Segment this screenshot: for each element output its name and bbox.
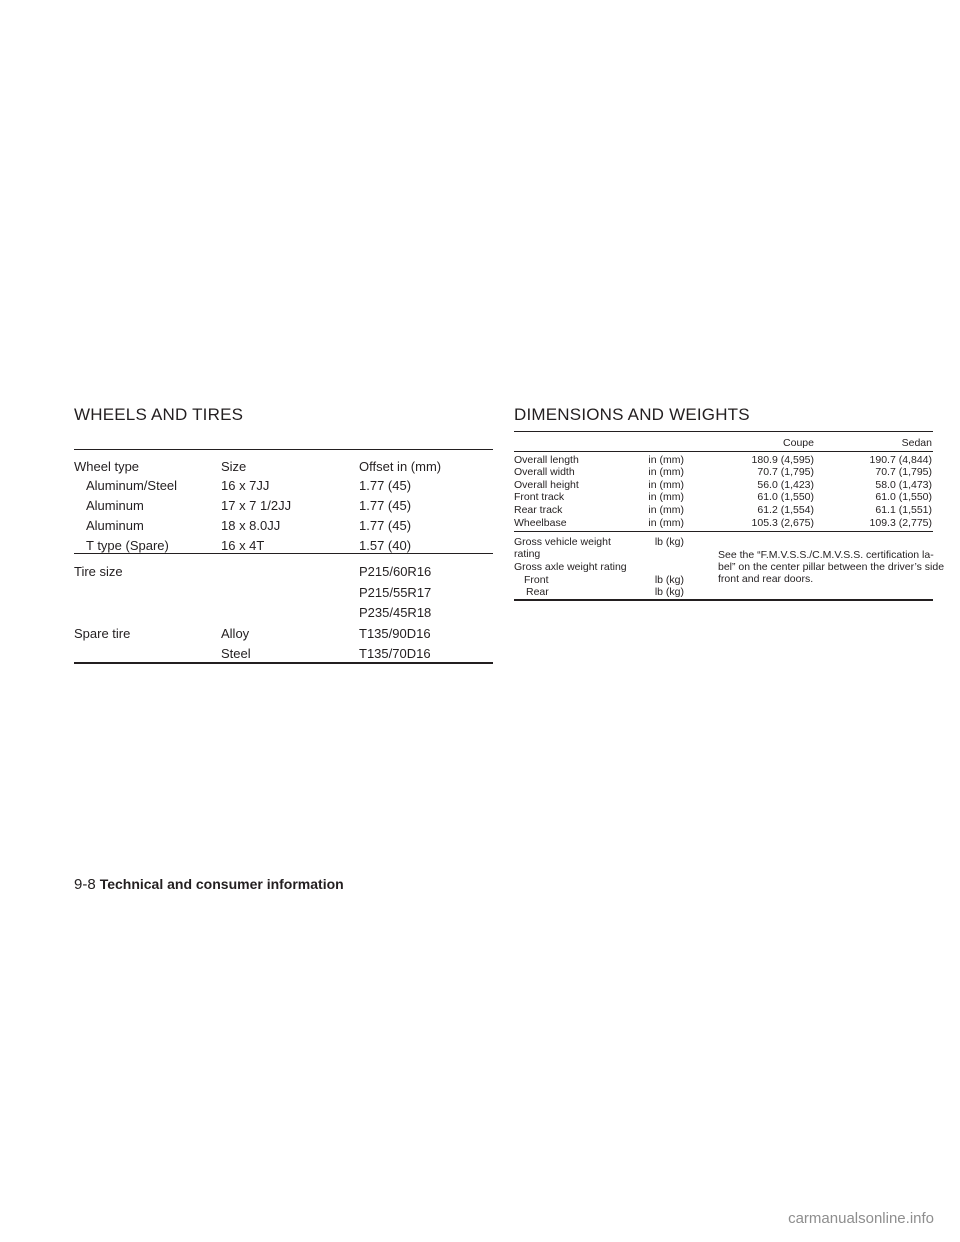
dimension-coupe: 180.9 (4,595) bbox=[751, 454, 814, 466]
spare-size-cell: T135/70D16 bbox=[359, 646, 431, 661]
wheel-type-cell: Aluminum/Steel bbox=[86, 478, 178, 493]
wheel-type-cell: Aluminum bbox=[86, 498, 144, 513]
header-sedan: Sedan bbox=[901, 437, 932, 449]
dimension-coupe: 61.0 (1,550) bbox=[757, 491, 814, 503]
page-footer bbox=[74, 876, 344, 894]
gvwr-label-cont: rating bbox=[514, 548, 541, 560]
front-axle-unit: lb (kg) bbox=[654, 574, 684, 586]
wheels-mid-rule bbox=[74, 553, 493, 554]
dimension-label: Rear track bbox=[514, 504, 563, 516]
dimension-coupe: 61.2 (1,554) bbox=[757, 504, 814, 516]
dimension-unit: in (mm) bbox=[648, 479, 684, 491]
gvwr-unit: lb (kg) bbox=[654, 536, 684, 548]
header-coupe: Coupe bbox=[783, 437, 814, 449]
header-offset: Offset in (mm) bbox=[359, 459, 442, 474]
dimension-label: Front track bbox=[514, 491, 565, 503]
dimension-unit: in (mm) bbox=[648, 504, 684, 516]
tire-size-label: Tire size bbox=[74, 564, 123, 579]
rear-axle-label: Rear bbox=[526, 586, 549, 598]
dimension-unit: in (mm) bbox=[648, 517, 684, 529]
dimension-label: Wheelbase bbox=[514, 517, 567, 529]
dimensions-mid-rule bbox=[514, 531, 933, 532]
dimension-sedan: 190.7 (4,844) bbox=[869, 454, 932, 466]
note-line: See the “F.M.V.S.S./C.M.V.S.S. certification la- bbox=[718, 549, 934, 561]
dimension-unit: in (mm) bbox=[648, 466, 684, 478]
gvwr-label: Gross vehicle weight bbox=[514, 536, 611, 548]
wheel-size-cell: 16 x 7JJ bbox=[221, 478, 270, 493]
dimension-unit: in (mm) bbox=[648, 491, 684, 503]
spare-kind-cell: Alloy bbox=[221, 626, 250, 641]
dimension-label: Overall width bbox=[514, 466, 575, 478]
wheel-offset-cell: 1.77 (45) bbox=[359, 478, 412, 493]
dimension-label: Overall height bbox=[514, 479, 579, 491]
spare-tire-label: Spare tire bbox=[74, 626, 131, 641]
header-size: Size bbox=[221, 459, 247, 474]
spare-kind-cell: Steel bbox=[221, 646, 251, 661]
dimension-unit: in (mm) bbox=[648, 454, 684, 466]
wheel-size-cell: 16 x 4T bbox=[221, 538, 265, 553]
dimension-sedan: 61.1 (1,551) bbox=[875, 504, 932, 516]
dimension-coupe: 56.0 (1,423) bbox=[757, 479, 814, 491]
wheels-bottom-rule bbox=[74, 662, 493, 664]
section-title: Technical and consumer information bbox=[99, 876, 344, 892]
wheel-type-cell: Aluminum bbox=[86, 518, 144, 533]
dimension-sedan: 109.3 (2,775) bbox=[869, 517, 932, 529]
tire-size-cell: P235/45R18 bbox=[359, 605, 432, 620]
spare-size-cell: T135/90D16 bbox=[359, 626, 431, 641]
tire-size-cell: P215/60R16 bbox=[359, 564, 432, 579]
wheel-size-cell: 18 x 8.0JJ bbox=[221, 518, 281, 533]
wheel-type-cell: T type (Spare) bbox=[86, 538, 169, 553]
dimensions-bottom-rule bbox=[514, 599, 933, 601]
watermark: carmanualsonline.info bbox=[788, 1210, 934, 1227]
wheel-offset-cell: 1.77 (45) bbox=[359, 518, 412, 533]
dimension-sedan: 61.0 (1,550) bbox=[875, 491, 932, 503]
dimension-sedan: 70.7 (1,795) bbox=[875, 466, 932, 478]
wheel-offset-cell: 1.57 (40) bbox=[359, 538, 412, 553]
wheel-size-cell: 17 x 7 1/2JJ bbox=[221, 498, 292, 513]
note-line: bel” on the center pillar between the driver’s side bbox=[718, 561, 945, 573]
note-line: front and rear doors. bbox=[718, 573, 814, 585]
wheel-offset-cell: 1.77 (45) bbox=[359, 498, 412, 513]
dimensions-header-rule bbox=[514, 451, 933, 452]
page-number: 9-8 bbox=[74, 876, 96, 893]
tire-size-cell: P215/55R17 bbox=[359, 585, 432, 600]
dimension-coupe: 105.3 (2,675) bbox=[751, 517, 814, 529]
dimensions-heading: DIMENSIONS AND WEIGHTS bbox=[514, 405, 750, 424]
dimension-label: Overall length bbox=[514, 454, 579, 466]
dimensions-top-rule bbox=[514, 431, 933, 432]
header-wheel-type: Wheel type bbox=[74, 459, 140, 474]
gawr-label: Gross axle weight rating bbox=[514, 561, 627, 573]
dimension-coupe: 70.7 (1,795) bbox=[757, 466, 814, 478]
rear-axle-unit: lb (kg) bbox=[654, 586, 684, 598]
wheels-top-rule bbox=[74, 449, 493, 450]
wheels-heading: WHEELS AND TIRES bbox=[74, 405, 244, 424]
front-axle-label: Front bbox=[524, 574, 549, 586]
dimension-sedan: 58.0 (1,473) bbox=[875, 479, 932, 491]
